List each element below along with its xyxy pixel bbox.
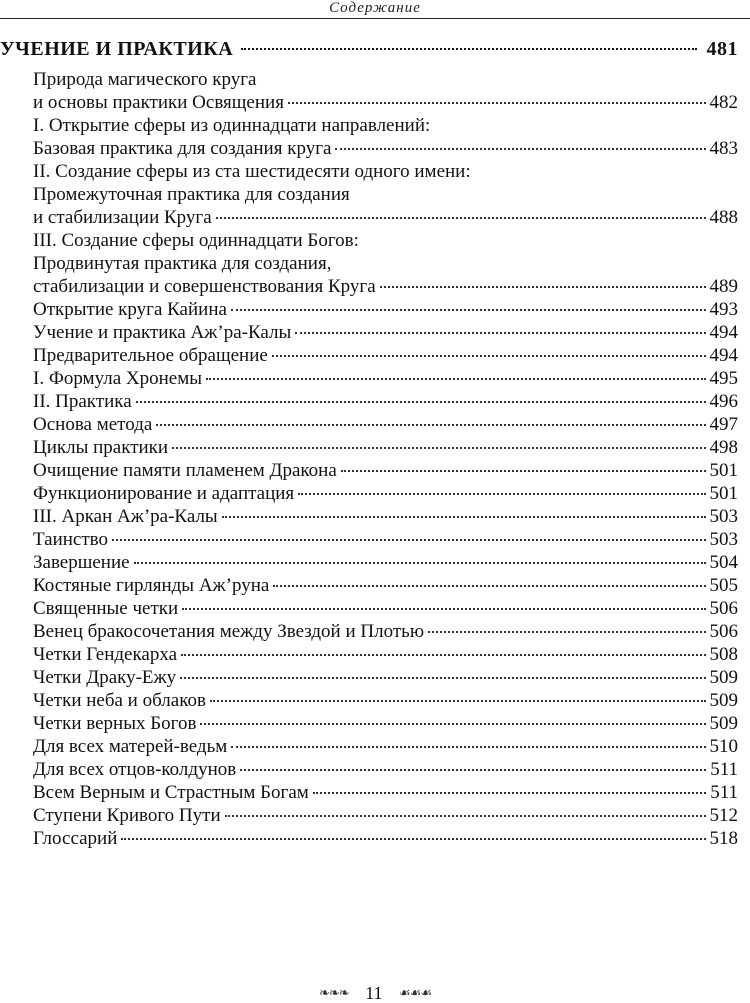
toc-entry-row <box>33 321 738 344</box>
toc-page-number: 506 <box>709 621 738 642</box>
dot-leader <box>216 217 706 219</box>
toc-entry[interactable] <box>33 114 738 160</box>
toc-entry-title: Циклы практики <box>33 437 169 458</box>
toc-entry-row <box>33 666 738 689</box>
toc-page-number: 509 <box>709 667 738 688</box>
dot-leader <box>182 608 705 610</box>
toc-page-number: 496 <box>709 391 738 412</box>
toc-entry-title: III. Аркан Аж’ра-Калы <box>33 506 218 527</box>
dot-leader <box>181 654 705 656</box>
dot-leader <box>225 815 706 817</box>
toc-entry[interactable] <box>33 160 738 229</box>
toc-entry-row <box>33 137 738 160</box>
dot-leader <box>341 470 706 472</box>
toc-page-number: 510 <box>709 736 738 757</box>
toc-entry-row <box>33 528 738 551</box>
section-heading <box>0 38 738 68</box>
ornament-right: ☙☙☙ <box>399 984 431 1000</box>
toc-entry[interactable] <box>33 505 738 528</box>
dot-leader <box>136 401 706 403</box>
toc-page-number: 509 <box>709 713 738 734</box>
dot-leader <box>206 378 705 380</box>
toc-entry-title: Открытие круга Кайина <box>33 299 227 320</box>
toc-entry[interactable] <box>33 735 738 758</box>
toc-page-number: 494 <box>709 345 738 366</box>
page-footer <box>0 982 750 1003</box>
toc-entry-line: Продвинутая практика для создания, <box>33 253 332 274</box>
toc-entry-row <box>33 390 738 413</box>
toc-entries <box>33 68 738 850</box>
toc-entry-title: Функционирование и адаптация <box>33 483 295 504</box>
toc-page-number: 483 <box>709 138 738 159</box>
toc-entry-title: Базовая практика для создания круга <box>33 138 332 159</box>
toc-page-number: 501 <box>709 483 738 504</box>
toc-entry[interactable] <box>33 68 738 114</box>
toc-page-number: 511 <box>710 782 738 803</box>
header-rule <box>0 18 750 19</box>
toc-entry[interactable] <box>33 643 738 666</box>
dot-leader <box>172 447 705 449</box>
toc-page-number: 488 <box>709 207 738 228</box>
toc-entry-title: II. Практика <box>33 391 132 412</box>
toc-entry-line: Природа магического круга <box>33 69 257 90</box>
toc-entry[interactable] <box>33 298 738 321</box>
toc-entry-title: Учение и практика Аж’ра-Калы <box>33 322 292 343</box>
dot-leader <box>272 355 706 357</box>
toc-entry-title: Четки верных Богов <box>33 713 197 734</box>
toc-entry-line: III. Создание сферы одиннадцати Богов: <box>33 230 359 251</box>
toc-page-number: 505 <box>709 575 738 596</box>
toc-entry[interactable] <box>33 551 738 574</box>
toc-entry[interactable] <box>33 436 738 459</box>
toc-entry[interactable] <box>33 827 738 850</box>
toc-page-number: 504 <box>709 552 738 573</box>
toc-entry[interactable] <box>33 804 738 827</box>
toc-entry-title: Предварительное обращение <box>33 345 268 366</box>
toc-entry[interactable] <box>33 712 738 735</box>
toc-page-number: 503 <box>709 506 738 527</box>
toc-entry-row <box>33 735 738 758</box>
toc-entry-row <box>33 436 738 459</box>
toc-entry-title: Для всех отцов-колдунов <box>33 759 237 780</box>
page-number: 11 <box>365 982 383 1003</box>
toc-page-number: 508 <box>709 644 738 665</box>
dot-leader <box>335 148 705 150</box>
dot-leader <box>231 746 705 748</box>
section-page-number: 481 <box>706 38 738 60</box>
toc-entry-title: Ступени Кривого Пути <box>33 805 221 826</box>
toc-entry-row <box>33 459 738 482</box>
toc-entry-title: Костяные гирлянды Аж’руна <box>33 575 270 596</box>
toc-page-number: 494 <box>709 322 738 343</box>
toc-entry-row <box>33 206 738 229</box>
toc-entry-row <box>33 344 738 367</box>
toc-entry-row <box>33 620 738 643</box>
toc-page-number: 501 <box>709 460 738 481</box>
toc-entry[interactable] <box>33 597 738 620</box>
dot-leader <box>210 700 706 702</box>
dot-leader <box>380 286 706 288</box>
toc-page-number: 498 <box>709 437 738 458</box>
toc-entry-title: Четки Гендекарха <box>33 644 178 665</box>
toc-page-number: 493 <box>709 299 738 320</box>
toc-entry-title: Для всех матерей-ведьм <box>33 736 228 757</box>
dot-leader <box>200 723 705 725</box>
toc-entry[interactable] <box>33 390 738 413</box>
toc-entry[interactable] <box>33 666 738 689</box>
dot-leader <box>134 562 706 564</box>
toc-entry-row <box>33 597 738 620</box>
toc-page-number: 497 <box>709 414 738 435</box>
toc-entry-title: Таинство <box>33 529 108 550</box>
toc-entry[interactable] <box>33 459 738 482</box>
toc-page-number: 509 <box>709 690 738 711</box>
toc-entry[interactable] <box>33 229 738 298</box>
toc-entry-title: Очищение памяти пламенем Дракона <box>33 460 337 481</box>
dot-leader <box>273 585 705 587</box>
toc-entry-title: Священные четки <box>33 598 179 619</box>
toc-entry-title: Завершение <box>33 552 130 573</box>
toc-page-number: 503 <box>709 529 738 550</box>
dot-leader <box>222 516 706 518</box>
toc-entry-title: Венец бракосочетания между Звездой и Плотью <box>33 621 425 642</box>
ornament-left: ❧❧❧ <box>319 984 349 1000</box>
toc-entry-row <box>33 804 738 827</box>
dot-leader <box>231 309 706 311</box>
toc-entry-row <box>33 712 738 735</box>
toc-entry-title: Четки Драку-Ежу <box>33 667 177 688</box>
toc-page-number: 495 <box>709 368 738 389</box>
toc-entry-row <box>33 781 738 804</box>
dot-leader <box>121 838 705 840</box>
toc-entry-row <box>33 689 738 712</box>
dot-leader <box>156 424 705 426</box>
toc-entry[interactable] <box>33 321 738 344</box>
toc-entry-title: Всем Верным и Страстным Богам <box>33 782 309 803</box>
toc-entry-row <box>33 91 738 114</box>
toc-page-number: 482 <box>709 92 738 113</box>
toc-entry-row <box>33 551 738 574</box>
running-head: Содержание <box>329 0 421 16</box>
dot-leader <box>298 493 705 495</box>
toc-entry[interactable] <box>33 528 738 551</box>
toc-entry[interactable] <box>33 344 738 367</box>
dot-leader <box>240 769 706 771</box>
toc-page-number: 518 <box>709 828 738 849</box>
toc-entry[interactable] <box>33 482 738 505</box>
toc-entry[interactable] <box>33 781 738 804</box>
toc-page-number: 512 <box>709 805 738 826</box>
toc-entry-row <box>33 482 738 505</box>
toc-entry-title: Основа метода <box>33 414 153 435</box>
toc-entry-row <box>33 275 738 298</box>
toc-entry-row <box>33 505 738 528</box>
toc-entry[interactable] <box>33 574 738 597</box>
toc-entry-line: Промежуточная практика для создания <box>33 184 350 205</box>
toc-entry-title: и стабилизации Круга <box>33 207 212 228</box>
toc-entry-line: II. Создание сферы из ста шестидесяти одного имени: <box>33 161 471 182</box>
toc-entry-row <box>33 298 738 321</box>
toc-entry[interactable] <box>33 689 738 712</box>
toc-entry[interactable] <box>33 413 738 436</box>
toc-entry-title: I. Формула Хронемы <box>33 368 203 389</box>
toc-entry[interactable] <box>33 367 738 390</box>
dot-leader <box>428 631 705 633</box>
toc-entry-row <box>33 643 738 666</box>
toc-entry-row <box>33 574 738 597</box>
toc-entry-title: стабилизации и совершенствования Круга <box>33 276 376 297</box>
dot-leader <box>295 332 705 334</box>
toc-page-number: 506 <box>709 598 738 619</box>
section-title: УЧЕНИЕ И ПРАКТИКА <box>0 38 234 60</box>
toc-page-number: 511 <box>710 759 738 780</box>
dot-leader <box>180 677 705 679</box>
toc-entry[interactable] <box>33 620 738 643</box>
dot-leader <box>313 792 706 794</box>
dot-leader <box>288 102 706 104</box>
toc-entry[interactable] <box>33 758 738 781</box>
toc-entry-row <box>33 367 738 390</box>
toc-entry-row <box>33 413 738 436</box>
toc-entry-title: Четки неба и облаков <box>33 690 206 711</box>
toc-page-number: 489 <box>709 276 738 297</box>
dot-leader <box>241 48 696 50</box>
toc-entry-row <box>33 827 738 850</box>
toc-entry-title: и основы практики Освящения <box>33 92 284 113</box>
toc-entry-line: I. Открытие сферы из одиннадцати направлений: <box>33 115 431 136</box>
toc-entry-title: Глоссарий <box>33 828 118 849</box>
table-of-contents <box>0 38 738 850</box>
dot-leader <box>112 539 706 541</box>
toc-entry-row <box>33 758 738 781</box>
